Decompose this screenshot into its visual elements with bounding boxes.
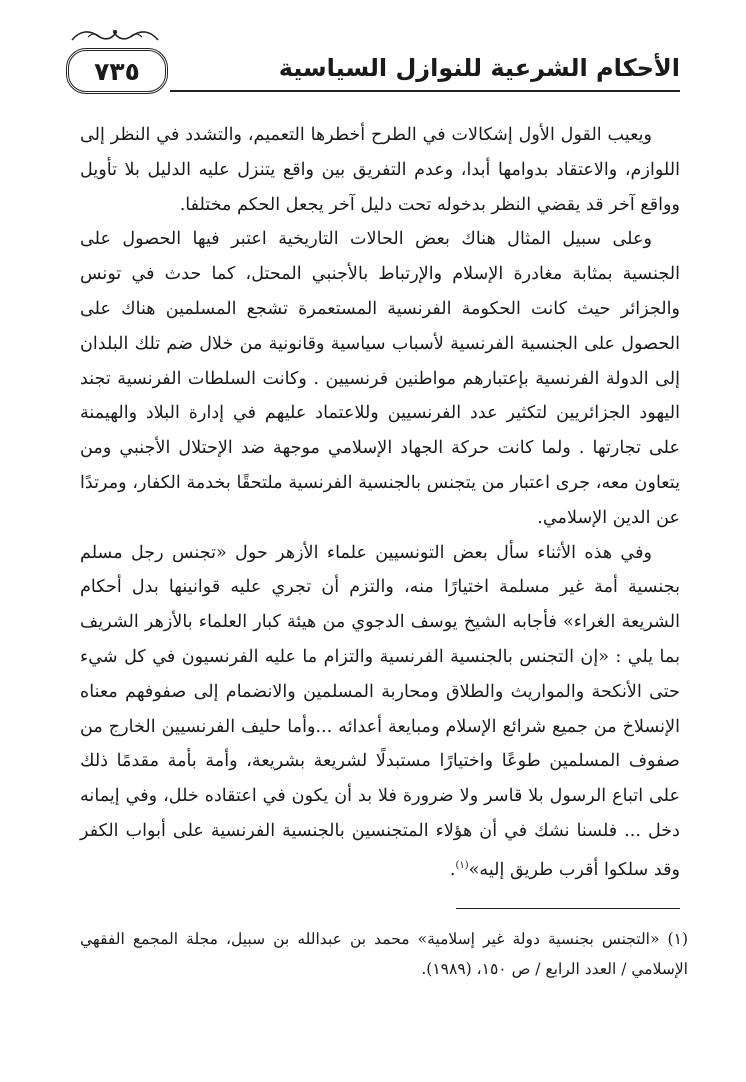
paragraph-1: ويعيب القول الأول إشكالات في الطرح أخطرها التعميم، والتشدد في النظر إلى اللوازم، والاعتقاد بدوامها أبدا، وعدم التفريق بين واقع يتنزل عليه الدليل بلا تأويل وواقع آخر قد يقضي النظر بدخوله تحت دليل آخر يجعل الحكم مختلفا. xyxy=(80,125,680,215)
running-title: الأحكام الشرعية للنوازل السياسية xyxy=(278,54,680,82)
closing-period: . xyxy=(449,859,456,880)
footnote-separator xyxy=(456,908,680,909)
page-number: ٧٣٥ xyxy=(66,48,168,94)
footnote-reference: (١) xyxy=(455,859,469,871)
paragraph-3-text: وفي هذه الأثناء سأل بعض التونسيين علماء الأزهر حول «تجنس رجل مسلم بجنسية أمة غير مسلمة اختيارًا منه، والتزم أن تجري عليه قوانينها بدل أحكام الشريعة الغراء» فأجابه الشيخ يوسف الدجوي من هيئة كبار العلماء بالأزهر الشريف بما يلي : «إن التجنس بالجنسية الفرنسية والتزام ما عليه الفرنسيون في كل شيء حتى الأنكحة والمواريث والطلاق ومحاربة المسلمين والانضمام إلى صفوفهم معناه الإنسلاخ من جميع شرائع الإسلام ومبايعة أعدائه ...وأما حليف الفرنسيين الخارج من صفوف المسلمين طوعًا واختيارًا مستبدلًا لشريعة بشريعة، وأمة بأمة مقدمًا ذلك على اتباع الرسول بلا قاسر ولا ضرورة فلا بد أن يكون في اعتقاده خلل، وفي إيمانه دخل ... فلسنا نشك في أن هؤلاء المتجنسين بالجنسية الفرنسية على أبواب الكفر وقد سلكوا أقرب طريق إليه» xyxy=(80,542,680,880)
page-header xyxy=(66,38,680,100)
ornament-icon xyxy=(70,28,160,42)
paragraph-2: وعلى سبيل المثال هناك بعض الحالات التاريخية اعتبر فيها الحصول على الجنسية بمثابة مغادرة الإسلام والإرتباط بالأجنبي المحتل، كما حدث في تونس والجزائر حيث كانت الحكومة الفرنسية المستعمرة تشجع المسلمين هناك على الحصول على الجنسية الفرنسية لأسباب سياسية وقانونية من خلال ضم تلك البلدان إلى الدولة الفرنسية بإعتبارهم مواطنين فرنسيين . وكانت السلطات الفرنسية تجند اليهود الجزائريين لتكثير عدد الفرنسيين وللاعتماد عليهم في إدارة البلاد والهيمنة على تجارتها . ولما كانت حركة الجهاد الإسلامي موجهة ضد الإحتلال الأجنبي ومن يتعاون معه، جرى اعتبار من يتجنس بالجنسية الفرنسية ملتحقًا بخدمة الكفار، ومرتدًا عن الدين الإسلامي. xyxy=(80,229,680,528)
footnote-1: (١) «التجنس بجنسية دولة غير إسلامية» محمد بن عبدالله بن سبيل، مجلة المجمع الفقهي الإسلامي / العدد الرابع / ص ١٥٠، (١٩٨٩). xyxy=(80,930,688,978)
header-rule xyxy=(170,90,680,92)
main-text xyxy=(80,118,680,887)
paragraph-3 xyxy=(80,536,680,888)
